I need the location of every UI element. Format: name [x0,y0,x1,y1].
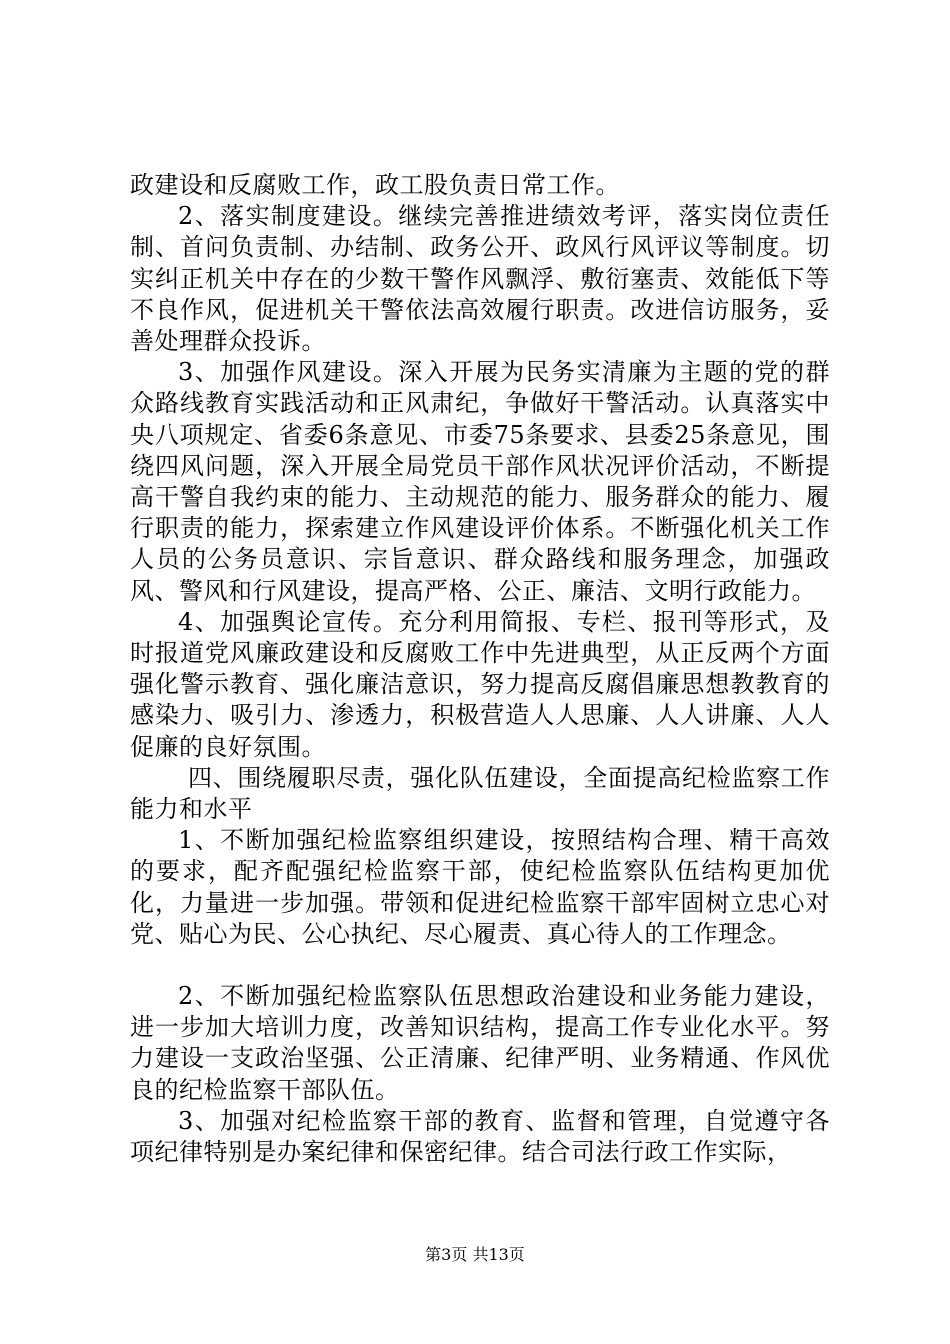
paragraph-system-building: 2、落实制度建设。继续完善推进绩效考评，落实岗位责任制、首问负责制、办结制、政务公开、政风行风评议等制度。切实纠正机关中存在的少数干警作风飘浮、敷衍塞责、效能低下等不良作风，促进机关干警依法高效履行职责。改进信访服务，妥善处理群众投诉。 [130,202,830,356]
paragraph-organization-building: 1、不断加强纪检监察组织建设，按照结构合理、精干高效的要求，配齐配强纪检监察干部，使纪检监察队伍结构更加优化，力量进一步加强。带领和促进纪检监察干部牢固树立忠心对党、贴心为民、公心执纪、尽心履责、真心待人的工作理念。 [130,826,830,948]
blank-line [130,950,830,981]
paragraph-style-building: 3、加强作风建设。深入开展为民务实清廉为主题的党的群众路线教育实践活动和正风肃纪，争做好干警活动。认真落实中央八项规定、省委6条意见、市委75条要求、县委25条意见，围绕四风问题，深入开展全局党员干部作风状况评价活动，不断提高干警自我约束的能力、主动规范的能力、服务群众的能力、履行职责的能力，探索建立作风建设评价体系。不断强化机关工作人员的公务员意识、宗旨意识、群众路线和服务理念，加强政风、警风和行风建设，提高严格、公正、廉洁、文明行政能力。 [130,358,830,605]
paragraph-publicity: 4、加强舆论宣传。充分利用简报、专栏、报刊等形式，及时报道党风廉政建设和反腐败工作中先进典型，从正反两个方面强化警示教育、强化廉洁意识，努力提高反腐倡廉思想教教育的感染力、吸引力、渗透力，积极营造人人思廉、人人讲廉、人人促廉的良好氛围。 [130,607,830,761]
paragraph-supervision: 3、加强对纪检监察干部的教育、监督和管理，自觉遵守各项纪律特别是办案纪律和保密纪律。结合司法行政工作实际， [130,1106,830,1167]
section-heading: 四、围绕履职尽责，强化队伍建设，全面提高纪检监察工作能力和水平 [130,763,830,824]
paragraph-continuation: 政建设和反腐败工作，政工股负责日常工作。 [130,171,620,199]
page-footer: 第3页 共13页 [425,1245,525,1264]
document-body [130,170,830,1168]
paragraph-team-building: 2、不断加强纪检监察队伍思想政治建设和业务能力建设，进一步加大培训力度，改善知识结构，提高工作专业化水平。努力建设一支政治坚强、公正清廉、纪律严明、业务精通、作风优良的纪检监察干部队伍。 [130,982,830,1104]
